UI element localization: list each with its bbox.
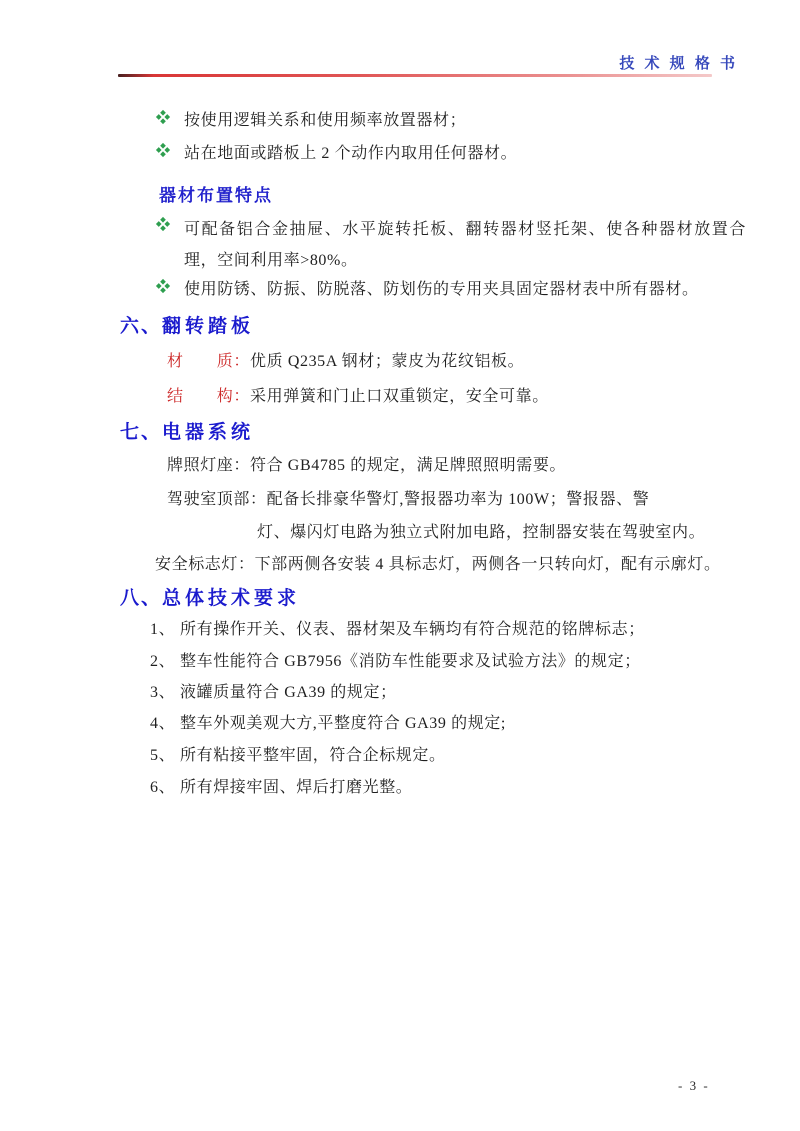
section-number: 七、 (120, 422, 163, 443)
spec-label: 材 质： (167, 353, 251, 370)
bullet-text: 使用防锈、防振、防脱落、防划伤的专用夹具固定器材表中所有器材。 (184, 281, 699, 298)
item-text: 整车性能符合 GB7956《消防车性能要求及试验方法》的规定； (180, 653, 641, 670)
header-title: 技 术 规 格 书 (619, 55, 738, 72)
section-seven-heading (120, 417, 254, 444)
body-line: 安全标志灯：下部两侧各安装 4 具标志灯，两侧各一只转向灯，配有示廓灯。 (155, 556, 721, 573)
spec-value: 优质 Q235A 钢材；蒙皮为花纹铝板。 (250, 353, 525, 370)
bullet-item (158, 107, 746, 130)
diamond-bullet-icon (156, 217, 170, 231)
diamond-bullet-icon (156, 143, 170, 157)
bullet-item (158, 140, 746, 163)
header-rule (118, 74, 712, 77)
section-number: 六、 (120, 316, 163, 337)
item-number: 4、 (150, 715, 176, 732)
body-line: 牌照灯座：符合 GB4785 的规定，满足牌照照明需要。 (167, 457, 567, 474)
numbered-item (150, 774, 412, 797)
item-text: 所有焊接牢固、焊后打磨光整。 (180, 779, 413, 796)
item-number: 3、 (150, 684, 176, 701)
section-eight-heading (120, 583, 300, 610)
numbered-item (150, 648, 641, 671)
spec-row (167, 383, 549, 406)
section-title: 电器系统 (162, 422, 255, 443)
bullet-text: 按使用逻辑关系和使用频率放置器材； (184, 112, 467, 129)
diamond-bullet-icon (156, 279, 170, 293)
section-title: 总体技术要求 (162, 588, 301, 609)
bullet-item (158, 214, 746, 276)
spec-value: 采用弹簧和门止口双重锁定，安全可靠。 (250, 388, 549, 405)
section-number: 八、 (120, 588, 163, 609)
diamond-bullet-icon (156, 110, 170, 124)
spec-label: 结 构： (167, 388, 251, 405)
item-text: 液罐质量符合 GA39 的规定； (180, 684, 397, 701)
body-line: 灯、爆闪灯电路为独立式附加电路，控制器安装在驾驶室内。 (257, 524, 706, 541)
bullet-item (158, 276, 746, 299)
item-number: 5、 (150, 747, 176, 764)
equipment-layout-heading: 器材布置特点 (159, 186, 273, 205)
numbered-item (150, 710, 506, 733)
bullet-text: 可配备铝合金抽屉、水平旋转托板、翻转器材竖托架、使各种器材放置合理，空间利用率>80%。 (184, 221, 746, 269)
spec-row (167, 348, 524, 371)
item-number: 1、 (150, 621, 176, 638)
body-line: 驾驶室顶部：配备长排豪华警灯,警报器功率为 100W；警报器、警 (167, 491, 650, 508)
item-text: 整车外观美观大方,平整度符合 GA39 的规定; (180, 715, 506, 732)
page-number: - 3 - (678, 1078, 710, 1093)
bullet-text: 站在地面或踏板上 2 个动作内取用任何器材。 (184, 145, 518, 162)
item-text: 所有粘接平整牢固，符合企标规定。 (180, 747, 446, 764)
section-title: 翻转踏板 (162, 316, 255, 337)
section-six-heading (120, 311, 254, 338)
numbered-item (150, 679, 397, 702)
item-number: 6、 (150, 779, 176, 796)
numbered-item (150, 742, 446, 765)
item-number: 2、 (150, 653, 176, 670)
numbered-item (150, 616, 645, 639)
item-text: 所有操作开关、仪表、器材架及车辆均有符合规范的铭牌标志； (180, 621, 645, 638)
